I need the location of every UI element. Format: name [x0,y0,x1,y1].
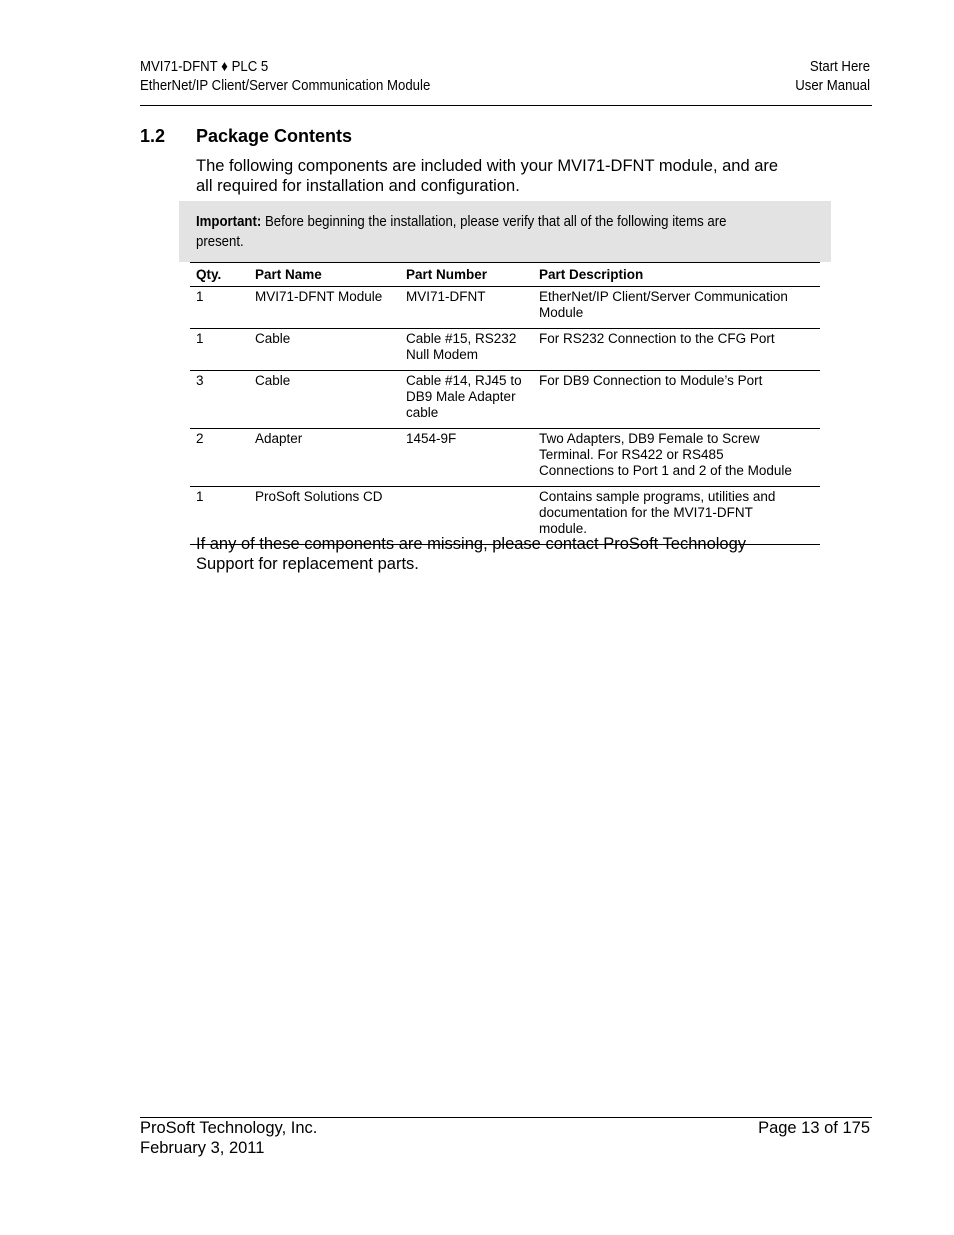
running-header-right [795,57,870,95]
cell-line: EtherNet/IP Client/Server Communication [539,289,788,304]
cell-line: documentation for the MVI71-DFNT [539,505,753,520]
intro-line: The following components are included with your MVI71-DFNT module, and are [196,157,779,175]
header-product: MVI71-DFNT ♦ PLC 5 [140,58,269,75]
cell-qty: 2 [190,429,249,487]
table-row [190,329,820,371]
cell-line: DB9 Male Adapter [406,389,516,404]
cell-part-description [533,371,820,429]
page-number: Page 13 of 175 [758,1119,870,1137]
cell-part-name: Cable [249,329,400,371]
cell-line: Cable #14, RJ45 to [406,373,522,388]
cell-line: module. [539,521,588,536]
cell-line: Connections to Port 1 and 2 of the Module [539,463,792,478]
package-contents-table [190,262,820,545]
note-body: present. [196,232,244,250]
cell-part-description [533,429,820,487]
section-number: 1.2 [140,126,166,146]
cell-part-description [533,329,820,371]
header-chapter: Start Here [809,58,870,75]
section-title: Package Contents [196,126,353,146]
cell-line: Contains sample programs, utilities and [539,489,776,504]
footer-date: February 3, 2011 [140,1138,265,1157]
cell-part-number [400,429,533,487]
cell-part-name: MVI71-DFNT Module [249,287,400,329]
cell-line: Terminal. For RS422 or RS485 [539,447,724,462]
cell-qty: 1 [190,287,249,329]
cell-part-name: Adapter [249,429,400,487]
table-row [190,287,820,329]
table-row [190,371,820,429]
cell-part-number [400,371,533,429]
footer-right [758,1119,870,1139]
cell-part-name: ProSoft Solutions CD [249,487,400,545]
running-header-left [140,57,430,95]
cell-part-number [400,287,533,329]
cell-qty: 1 [190,329,249,371]
table-row [190,429,820,487]
intro-paragraph [196,157,836,196]
cell-line: For RS232 Connection to the CFG Port [539,331,775,346]
note-body: Before beginning the installation, please verify that all of the following items are [261,213,727,230]
cell-part-description [533,287,820,329]
header-module: EtherNet/IP Client/Server Communication Module [140,77,431,94]
cell-line: Two Adapters, DB9 Female to Screw [539,431,760,446]
cell-qty: 3 [190,371,249,429]
table-header-row [190,263,820,287]
cell-line: 1454-9F [406,431,457,446]
outro-line: If any of these components are missing, please contact ProSoft Technology [196,535,747,553]
cell-line: MVI71-DFNT [406,289,486,304]
footer-left [140,1119,317,1158]
header-rule [140,105,872,106]
cell-line: Cable #15, RS232 [406,331,517,346]
cell-qty: 1 [190,487,249,545]
table-body [190,287,820,545]
note-label: Important: [196,213,262,230]
column-header-part-name: Part Name [249,263,400,287]
cell-line: Module [539,305,584,320]
cell-line: cable [406,405,439,420]
column-header-part-number: Part Number [400,263,533,287]
cell-part-name: Cable [249,371,400,429]
footer-rule [140,1117,872,1118]
column-header-qty: Qty. [190,263,249,287]
important-note [179,201,831,262]
note-text [196,212,812,251]
closing-paragraph [196,535,836,574]
cell-line: Null Modem [406,347,479,362]
footer-company: ProSoft Technology, Inc. [140,1119,318,1137]
column-header-part-description: Part Description [533,263,820,287]
outro-line: Support for replacement parts. [196,554,419,573]
cell-line: For DB9 Connection to Module’s Port [539,373,763,388]
intro-line: all required for installation and configuration. [196,176,520,195]
header-doc-type: User Manual [795,77,870,94]
cell-part-number [400,329,533,371]
